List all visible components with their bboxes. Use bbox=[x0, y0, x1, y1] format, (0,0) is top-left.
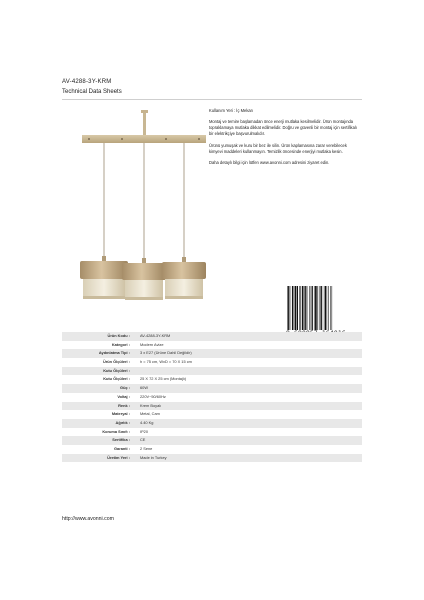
canopy bbox=[141, 110, 148, 113]
spec-row bbox=[62, 358, 362, 367]
website-note: Daha detaylı bilgi için lütfen www.avonni.com adresini ziyaret edin. bbox=[209, 159, 330, 165]
spec-label: Kutu Ölçüleri : bbox=[103, 367, 130, 373]
spec-row bbox=[62, 332, 362, 341]
spec-label: Güç : bbox=[120, 385, 130, 391]
spec-row bbox=[62, 384, 362, 393]
spec-row bbox=[62, 341, 362, 350]
cleaning-note: Ürünü yumuşak ve kuru bir bez ile silin. Ürün kaplamasına zarar verebilecek kimyevi maddeleri kullanmayın. Temizlik öncesinde enerjiyi mutlaka kesin. bbox=[209, 142, 347, 154]
spec-value: 4.40 Kg bbox=[140, 419, 154, 425]
spec-row bbox=[62, 436, 362, 445]
spec-label: Kutu Ölçüleri : bbox=[103, 376, 130, 382]
shade-middle bbox=[122, 258, 166, 300]
spec-row bbox=[62, 419, 362, 428]
product-code-heading: AV-4288-3Y-KRM bbox=[62, 79, 112, 85]
spec-row bbox=[62, 393, 362, 402]
spec-label: Koruma Sınıfı : bbox=[102, 428, 130, 434]
spec-row bbox=[62, 402, 362, 411]
spec-row bbox=[62, 367, 362, 376]
barcode-bars bbox=[286, 286, 362, 330]
spec-label: Ağırlık : bbox=[115, 419, 130, 425]
usage-location: Kullanım Yeri : İç Mekan bbox=[209, 108, 253, 113]
spec-label: Voltaj : bbox=[117, 393, 130, 399]
spec-label: Ürün Kodu : bbox=[107, 333, 130, 338]
spec-value: Made in Turkey bbox=[140, 454, 167, 460]
website-url[interactable]: http://www.avonni.com bbox=[62, 516, 114, 522]
header-divider bbox=[62, 99, 362, 100]
spec-label: Kategori : bbox=[111, 341, 130, 347]
spec-value: AV-4288-3Y-KRM bbox=[140, 333, 171, 338]
spec-label: Üretim Yeri : bbox=[107, 454, 130, 460]
document-subtitle: Technical Data Sheets bbox=[62, 89, 122, 95]
spec-value: Modern Avize bbox=[140, 341, 164, 347]
spec-row bbox=[62, 445, 362, 454]
spec-label: Renk : bbox=[118, 402, 130, 408]
usage-info bbox=[209, 108, 361, 171]
spec-value: 3 x E27 (Ürüne Dahil Değildir) bbox=[140, 350, 192, 356]
spec-value: h = 75 cm, WxD = 70 X 15 cm bbox=[140, 359, 192, 365]
spec-value: 25 X 72 X 25 cm (Montajlı) bbox=[140, 376, 187, 382]
spec-value bbox=[135, 367, 362, 376]
spec-row bbox=[62, 375, 362, 384]
safety-note: Montaj ve temire başlamadan önce enerji mutlaka kesilmelidir. Ürün montajında topraklamaya mutlaka dikkat edilmelidir. Doğru ve güvenli bir montaj için sertifikalı bir elektrikçiye başvurulmalıdır. bbox=[209, 119, 357, 137]
spec-value: 2 Sene bbox=[140, 445, 153, 451]
shade-left bbox=[80, 256, 128, 299]
spec-label: Garanti : bbox=[114, 445, 130, 451]
spec-value: Krem Boyalı bbox=[140, 402, 162, 408]
spec-row bbox=[62, 428, 362, 437]
spec-value: CE bbox=[140, 437, 146, 443]
pendant-lamp-image bbox=[62, 104, 212, 314]
spec-label: Ürün Ölçüleri : bbox=[102, 359, 130, 365]
shade-right bbox=[162, 257, 206, 299]
spec-label: Aydınlatma Tipi : bbox=[98, 350, 130, 356]
ceiling-bar bbox=[82, 135, 206, 143]
spec-value: 60W bbox=[140, 385, 148, 391]
barcode bbox=[286, 286, 362, 338]
spec-row bbox=[62, 410, 362, 419]
spec-row bbox=[62, 454, 362, 463]
spec-value: Metal, Cam bbox=[140, 411, 160, 417]
spec-table bbox=[62, 332, 362, 462]
spec-label: Materyal : bbox=[111, 411, 130, 417]
spec-value: 220V~50/60Hz bbox=[140, 393, 166, 399]
spec-value: IP20 bbox=[140, 428, 149, 434]
spec-row bbox=[62, 349, 362, 358]
spec-label: Sertifika : bbox=[112, 437, 130, 443]
